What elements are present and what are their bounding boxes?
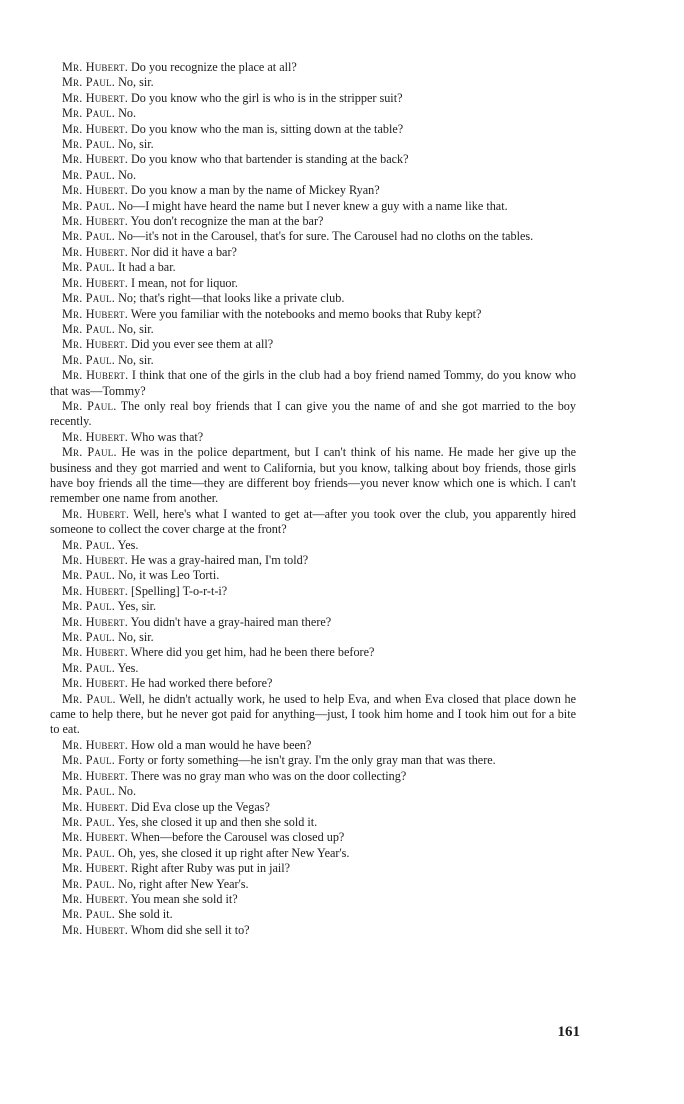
speaker-name: Mr. Paul. <box>62 75 116 90</box>
speaker-name: Mr. Paul. <box>62 229 116 244</box>
testimony-paragraph <box>50 260 576 275</box>
testimony-paragraph <box>50 75 576 90</box>
speech-text: No. <box>118 784 137 799</box>
testimony-paragraph <box>50 122 576 137</box>
testimony-paragraph <box>50 214 576 229</box>
testimony-paragraph <box>50 892 576 907</box>
speech-text: He was a gray-haired man, I'm told? <box>131 553 309 567</box>
testimony-paragraph <box>50 815 576 830</box>
testimony-paragraph <box>50 584 576 599</box>
testimony-paragraph <box>50 877 576 892</box>
speech-text: Right after Ruby was put in jail? <box>131 861 291 876</box>
speech-text: Yes. <box>117 537 139 552</box>
speech-text: Forty or forty something—he isn't gray. I'm the only gray man that was there. <box>118 753 496 768</box>
speech-text: No—it's not in the Carousel, that's for sure. The Carousel had no cloths on the tables. <box>118 229 534 244</box>
speaker-name: Mr. Paul. <box>62 321 116 336</box>
testimony-paragraph <box>50 800 576 815</box>
speaker-name: Mr. Hubert. <box>62 244 128 259</box>
speech-text: Who was that? <box>130 429 204 444</box>
speech-text: Where did you get him, had he been there before? <box>130 645 375 660</box>
testimony-paragraph <box>50 430 576 445</box>
testimony-paragraph <box>50 846 576 861</box>
testimony-paragraph <box>50 676 576 691</box>
speech-text: Were you familiar with the notebooks and memo books that Ruby kept? <box>130 306 482 321</box>
speech-text: He was in the police department, but I can't think of his name. He made her give up the business and they got married and went to California, but you know, talking about boy friends, those girls have boy friends all the time—they are different boy friends—you never know which one is which. I can't remember one name from another. <box>50 445 576 506</box>
speech-text: No—I might have heard the name but I never knew a guy with a name like that. <box>118 198 508 213</box>
testimony-paragraph <box>50 183 576 198</box>
speaker-name: Mr. Paul. <box>62 784 116 799</box>
speaker-name: Mr. Paul. <box>62 137 116 152</box>
speech-text: Yes. <box>117 660 139 675</box>
speech-text: You mean she sold it? <box>130 891 238 906</box>
testimony-paragraph <box>50 291 576 306</box>
speaker-name: Mr. Hubert. <box>62 553 128 567</box>
testimony-paragraph <box>50 199 576 214</box>
speech-text: I think that one of the girls in the club had a boy friend named Tommy, do you know who that was—Tommy? <box>50 368 577 398</box>
testimony-paragraph <box>50 769 576 784</box>
speaker-name: Mr. Hubert. <box>62 275 128 290</box>
speaker-name: Mr. Hubert. <box>62 60 128 74</box>
testimony-paragraph <box>50 322 576 337</box>
testimony-paragraph <box>50 168 576 183</box>
testimony-paragraph <box>50 137 576 152</box>
testimony-paragraph <box>50 615 576 630</box>
testimony-paragraph <box>50 568 576 583</box>
testimony-paragraph <box>50 368 576 399</box>
speaker-name: Mr. Hubert. <box>62 922 128 937</box>
speaker-name: Mr. Paul. <box>62 167 116 182</box>
speech-text: Did Eva close up the Vegas? <box>131 799 270 814</box>
speaker-name: Mr. Hubert. <box>62 152 128 167</box>
testimony-paragraph <box>50 923 576 938</box>
speech-text: Do you know who the girl is who is in the stripper suit? <box>131 90 403 105</box>
speaker-name: Mr. Paul. <box>62 260 116 275</box>
speaker-name: Mr. Paul. <box>62 198 116 213</box>
speaker-name: Mr. Hubert. <box>62 830 128 845</box>
testimony-paragraph <box>50 152 576 167</box>
testimony-paragraph <box>50 353 576 368</box>
speech-text: When—before the Carousel was closed up? <box>130 830 345 845</box>
speaker-name: Mr. Paul. <box>62 876 116 891</box>
speaker-name: Mr. Paul. <box>62 106 116 121</box>
speech-text: How old a man would he have been? <box>131 737 312 752</box>
speaker-name: Mr. Paul. <box>62 691 116 706</box>
testimony-paragraph <box>50 445 576 507</box>
speaker-name: Mr. Paul. <box>62 398 117 413</box>
speaker-name: Mr. Hubert. <box>62 214 128 229</box>
speech-text: No, sir. <box>118 137 154 152</box>
testimony-paragraph <box>50 753 576 768</box>
speech-text: The only real boy friends that I can give you the name of and she got married to the boy recently. <box>50 398 576 429</box>
testimony-paragraph <box>50 553 576 568</box>
speaker-name: Mr. Hubert. <box>62 90 128 105</box>
speech-text: Nor did it have a bar? <box>131 244 237 259</box>
testimony-paragraph <box>50 507 576 538</box>
speech-text: [Spelling] T-o-r-t-i? <box>131 583 228 598</box>
speaker-name: Mr. Hubert. <box>62 337 128 352</box>
testimony-transcript <box>50 60 576 938</box>
speech-text: No, it was Leo Torti. <box>118 568 220 583</box>
testimony-paragraph <box>50 645 576 660</box>
speech-text: It had a bar. <box>118 260 176 275</box>
speaker-name: Mr. Paul. <box>62 291 116 306</box>
speech-text: Do you recognize the place at all? <box>131 60 297 74</box>
speaker-name: Mr. Paul. <box>62 845 116 860</box>
speech-text: No, sir. <box>118 630 154 645</box>
testimony-paragraph <box>50 738 576 753</box>
speech-text: You didn't have a gray-haired man there? <box>130 614 332 629</box>
testimony-paragraph <box>50 229 576 244</box>
testimony-paragraph <box>50 91 576 106</box>
speech-text: Well, here's what I wanted to get at—after you took over the club, you apparently hired someone to collect the cover charge at the front? <box>50 506 577 537</box>
page-number: 161 <box>557 1024 580 1040</box>
testimony-paragraph <box>50 307 576 322</box>
speaker-name: Mr. Hubert. <box>62 768 128 783</box>
speaker-name: Mr. Hubert. <box>62 614 128 629</box>
speech-text: No, sir. <box>118 75 154 90</box>
speech-text: Well, he didn't actually work, he used to help Eva, and when Eva closed that place down he came to help there, but he never got paid for anything—just, I took him home and I took him out for a bite to eat. <box>50 691 576 737</box>
testimony-paragraph <box>50 599 576 614</box>
testimony-paragraph <box>50 106 576 121</box>
speaker-name: Mr. Paul. <box>62 537 116 552</box>
speech-text: No. <box>118 167 137 182</box>
speaker-name: Mr. Hubert. <box>62 506 130 521</box>
speaker-name: Mr. Paul. <box>62 352 116 367</box>
speaker-name: Mr. Paul. <box>62 630 116 645</box>
testimony-paragraph <box>50 630 576 645</box>
speaker-name: Mr. Hubert. <box>62 183 128 198</box>
speech-text: Did you ever see them at all? <box>131 337 274 352</box>
speech-text: No. <box>118 106 137 121</box>
speech-text: Do you know who that bartender is standing at the back? <box>131 152 409 167</box>
speaker-name: Mr. Hubert. <box>62 676 128 691</box>
testimony-paragraph <box>50 830 576 845</box>
speaker-name: Mr. Hubert. <box>62 121 128 136</box>
speaker-name: Mr. Hubert. <box>62 891 128 906</box>
speaker-name: Mr. Hubert. <box>62 429 128 444</box>
speech-text: Whom did she sell it to? <box>130 922 250 937</box>
speech-text: Do you know a man by the name of Mickey Ryan? <box>131 183 380 198</box>
speaker-name: Mr. Hubert. <box>62 583 128 598</box>
speaker-name: Mr. Hubert. <box>62 799 128 814</box>
testimony-paragraph <box>50 276 576 291</box>
speech-text: No; that's right—that looks like a private club. <box>118 291 345 306</box>
speaker-name: Mr. Paul. <box>62 568 116 583</box>
speech-text: Do you know who the man is, sitting down at the table? <box>131 121 404 136</box>
testimony-paragraph <box>50 861 576 876</box>
testimony-paragraph <box>50 245 576 260</box>
speech-text: There was no gray man who was on the door collecting? <box>130 768 407 783</box>
speaker-name: Mr. Hubert. <box>62 861 128 876</box>
speech-text: Yes, she closed it up and then she sold it. <box>117 814 318 829</box>
speaker-name: Mr. Paul. <box>62 445 117 460</box>
testimony-paragraph <box>50 337 576 352</box>
speech-text: Oh, yes, she closed it up right after New Year's. <box>118 845 350 860</box>
speech-text: No, sir. <box>118 321 154 336</box>
speaker-name: Mr. Paul. <box>62 753 116 768</box>
speaker-name: Mr. Hubert. <box>62 737 128 752</box>
testimony-paragraph <box>50 692 576 738</box>
speech-text: No, sir. <box>118 352 154 367</box>
speech-text: I mean, not for liquor. <box>131 275 238 290</box>
speech-text: Yes, sir. <box>117 599 157 614</box>
testimony-paragraph <box>50 399 576 430</box>
speaker-name: Mr. Paul. <box>62 599 116 614</box>
testimony-paragraph <box>50 538 576 553</box>
speaker-name: Mr. Hubert. <box>62 645 128 660</box>
speech-text: She sold it. <box>118 907 173 922</box>
testimony-paragraph <box>50 907 576 922</box>
speaker-name: Mr. Paul. <box>62 907 116 922</box>
speech-text: He had worked there before? <box>131 676 273 691</box>
testimony-paragraph <box>50 661 576 676</box>
speech-text: No, right after New Year's. <box>118 876 249 891</box>
speaker-name: Mr. Hubert. <box>62 306 128 321</box>
speaker-name: Mr. Paul. <box>62 814 116 829</box>
testimony-paragraph <box>50 60 576 75</box>
speech-text: You don't recognize the man at the bar? <box>130 214 324 229</box>
speaker-name: Mr. Paul. <box>62 660 116 675</box>
testimony-paragraph <box>50 784 576 799</box>
speaker-name: Mr. Hubert. <box>62 368 129 383</box>
